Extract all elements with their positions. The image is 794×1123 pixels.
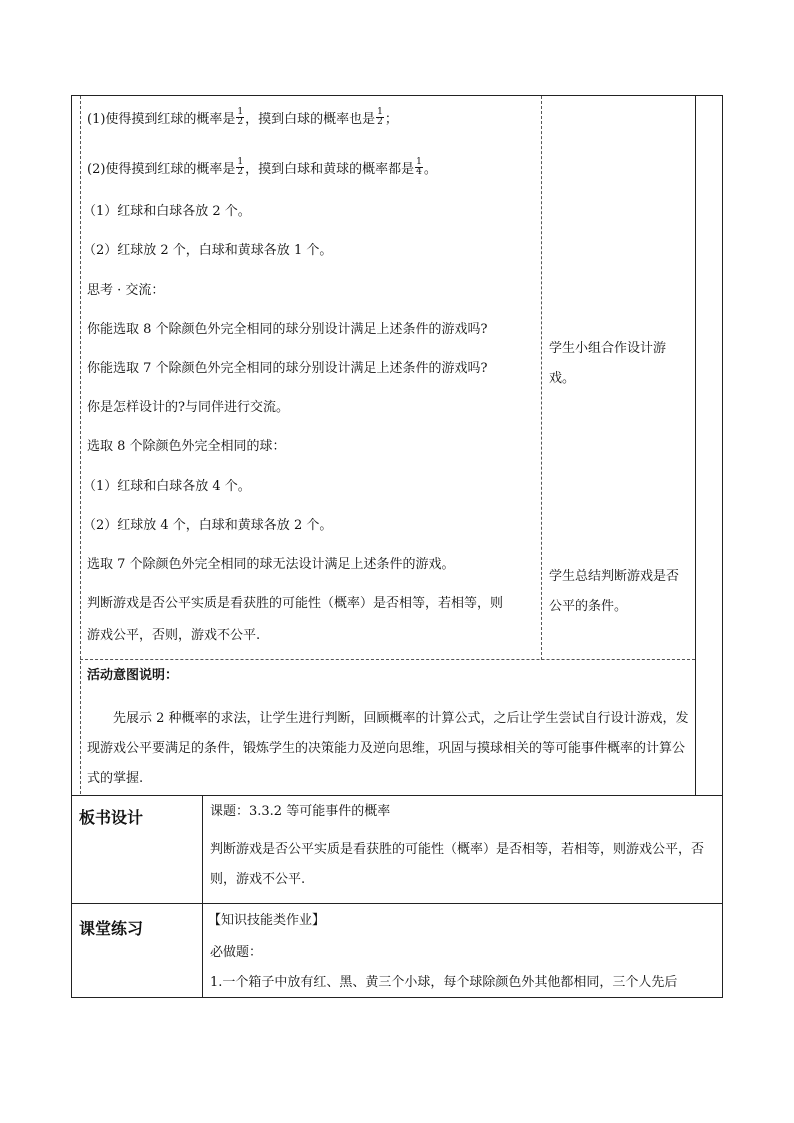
student-activity-1: 学生小组合作设计游戏。 <box>549 341 667 386</box>
board-content: 判断游戏是否公平实质是看获胜的可能性（概率）是否相等，若相等，则游戏公平，否则，游戏不公平. <box>210 842 705 887</box>
bottom-border <box>71 997 723 998</box>
question-2: 你能选取 7 个除颜色外完全相同的球分别设计满足上述条件的游戏吗? <box>87 361 488 376</box>
condition-1: (1)使得摸到红球的概率是 $\frac{1}{2}$ ，摸到白球的概率也是 $\frac{1}{2}$ ； <box>87 107 398 127</box>
condition-2: (2)使得摸到红球的概率是 $\frac{1}{2}$ ，摸到白球和黄球的概率都是 $\frac{1}{4}$ 。 <box>87 157 437 177</box>
label-column-divider <box>202 795 203 998</box>
practice-required: 必做题： <box>210 945 263 960</box>
question-3: 你是怎样设计的?与同伴进行交流。 <box>87 400 289 415</box>
practice-question-1: 1.一个箱子中放有红、黑、黄三个小球，每个球除颜色外其他都相同，三个人先后 <box>210 975 678 990</box>
answer-first-2: （2）红球放 2 个，白球和黄球各放 1 个。 <box>83 243 333 258</box>
practice-top-border <box>71 903 723 904</box>
far-right-border <box>722 95 723 795</box>
board-label: 板书设计 <box>79 808 144 827</box>
eight-intro: 选取 8 个除颜色外完全相同的球： <box>87 439 286 454</box>
question-1: 你能选取 8 个除颜色外完全相同的球分别设计满足上述条件的游戏吗? <box>87 322 488 337</box>
outer-left-border <box>71 95 72 998</box>
fraction-one-quarter: $\frac{1}{4}$ <box>416 157 422 177</box>
board-topic: 课题：3.3.2 等可能事件的概率 <box>210 804 391 819</box>
think-label: 思考 · 交流： <box>87 283 165 298</box>
activity-column-divider <box>541 96 542 660</box>
practice-category: 【知识技能类作业】 <box>208 913 326 928</box>
intent-top-divider <box>80 659 695 660</box>
answer-eight-1: （1）红球和白球各放 4 个。 <box>83 479 251 494</box>
practice-label: 课堂练习 <box>79 919 144 938</box>
top-border <box>71 95 723 96</box>
intent-title: 活动意图说明： <box>87 668 179 683</box>
intent-body: 先展示 2 种概率的求法，让学生进行判断，回顾概率的计算公式，之后让学生尝试自行设计游戏，发现游戏公平要满足的条件，锻炼学生的决策能力及逆向思维，巩固与摸球相关的等可能事件概率的计算公式的掌握. <box>87 711 689 786</box>
fairness-line-1: 判断游戏是否公平实质是看获胜的可能性（概率）是否相等，若相等，则 <box>87 596 504 611</box>
board-top-border <box>71 795 723 796</box>
fraction-one-half: $\frac{1}{2}$ <box>237 107 244 127</box>
answer-first-1: （1）红球和白球各放 2 个。 <box>83 204 251 219</box>
seven-note: 选取 7 个除颜色外完全相同的球无法设计满足上述条件的游戏。 <box>87 557 455 572</box>
left-dash-divider <box>80 96 81 794</box>
answer-eight-2: （2）红球放 4 个，白球和黄球各放 2 个。 <box>83 518 333 533</box>
fraction-one-half-3: $\frac{1}{2}$ <box>237 157 244 177</box>
fraction-one-half-2: $\frac{1}{2}$ <box>377 107 383 127</box>
inner-right-border <box>695 95 696 795</box>
outer-right-border <box>722 795 723 998</box>
student-activity-2: 学生总结判断游戏是否公平的条件。 <box>549 569 680 614</box>
fairness-line-2: 游戏公平，否则，游戏不公平. <box>87 628 261 643</box>
